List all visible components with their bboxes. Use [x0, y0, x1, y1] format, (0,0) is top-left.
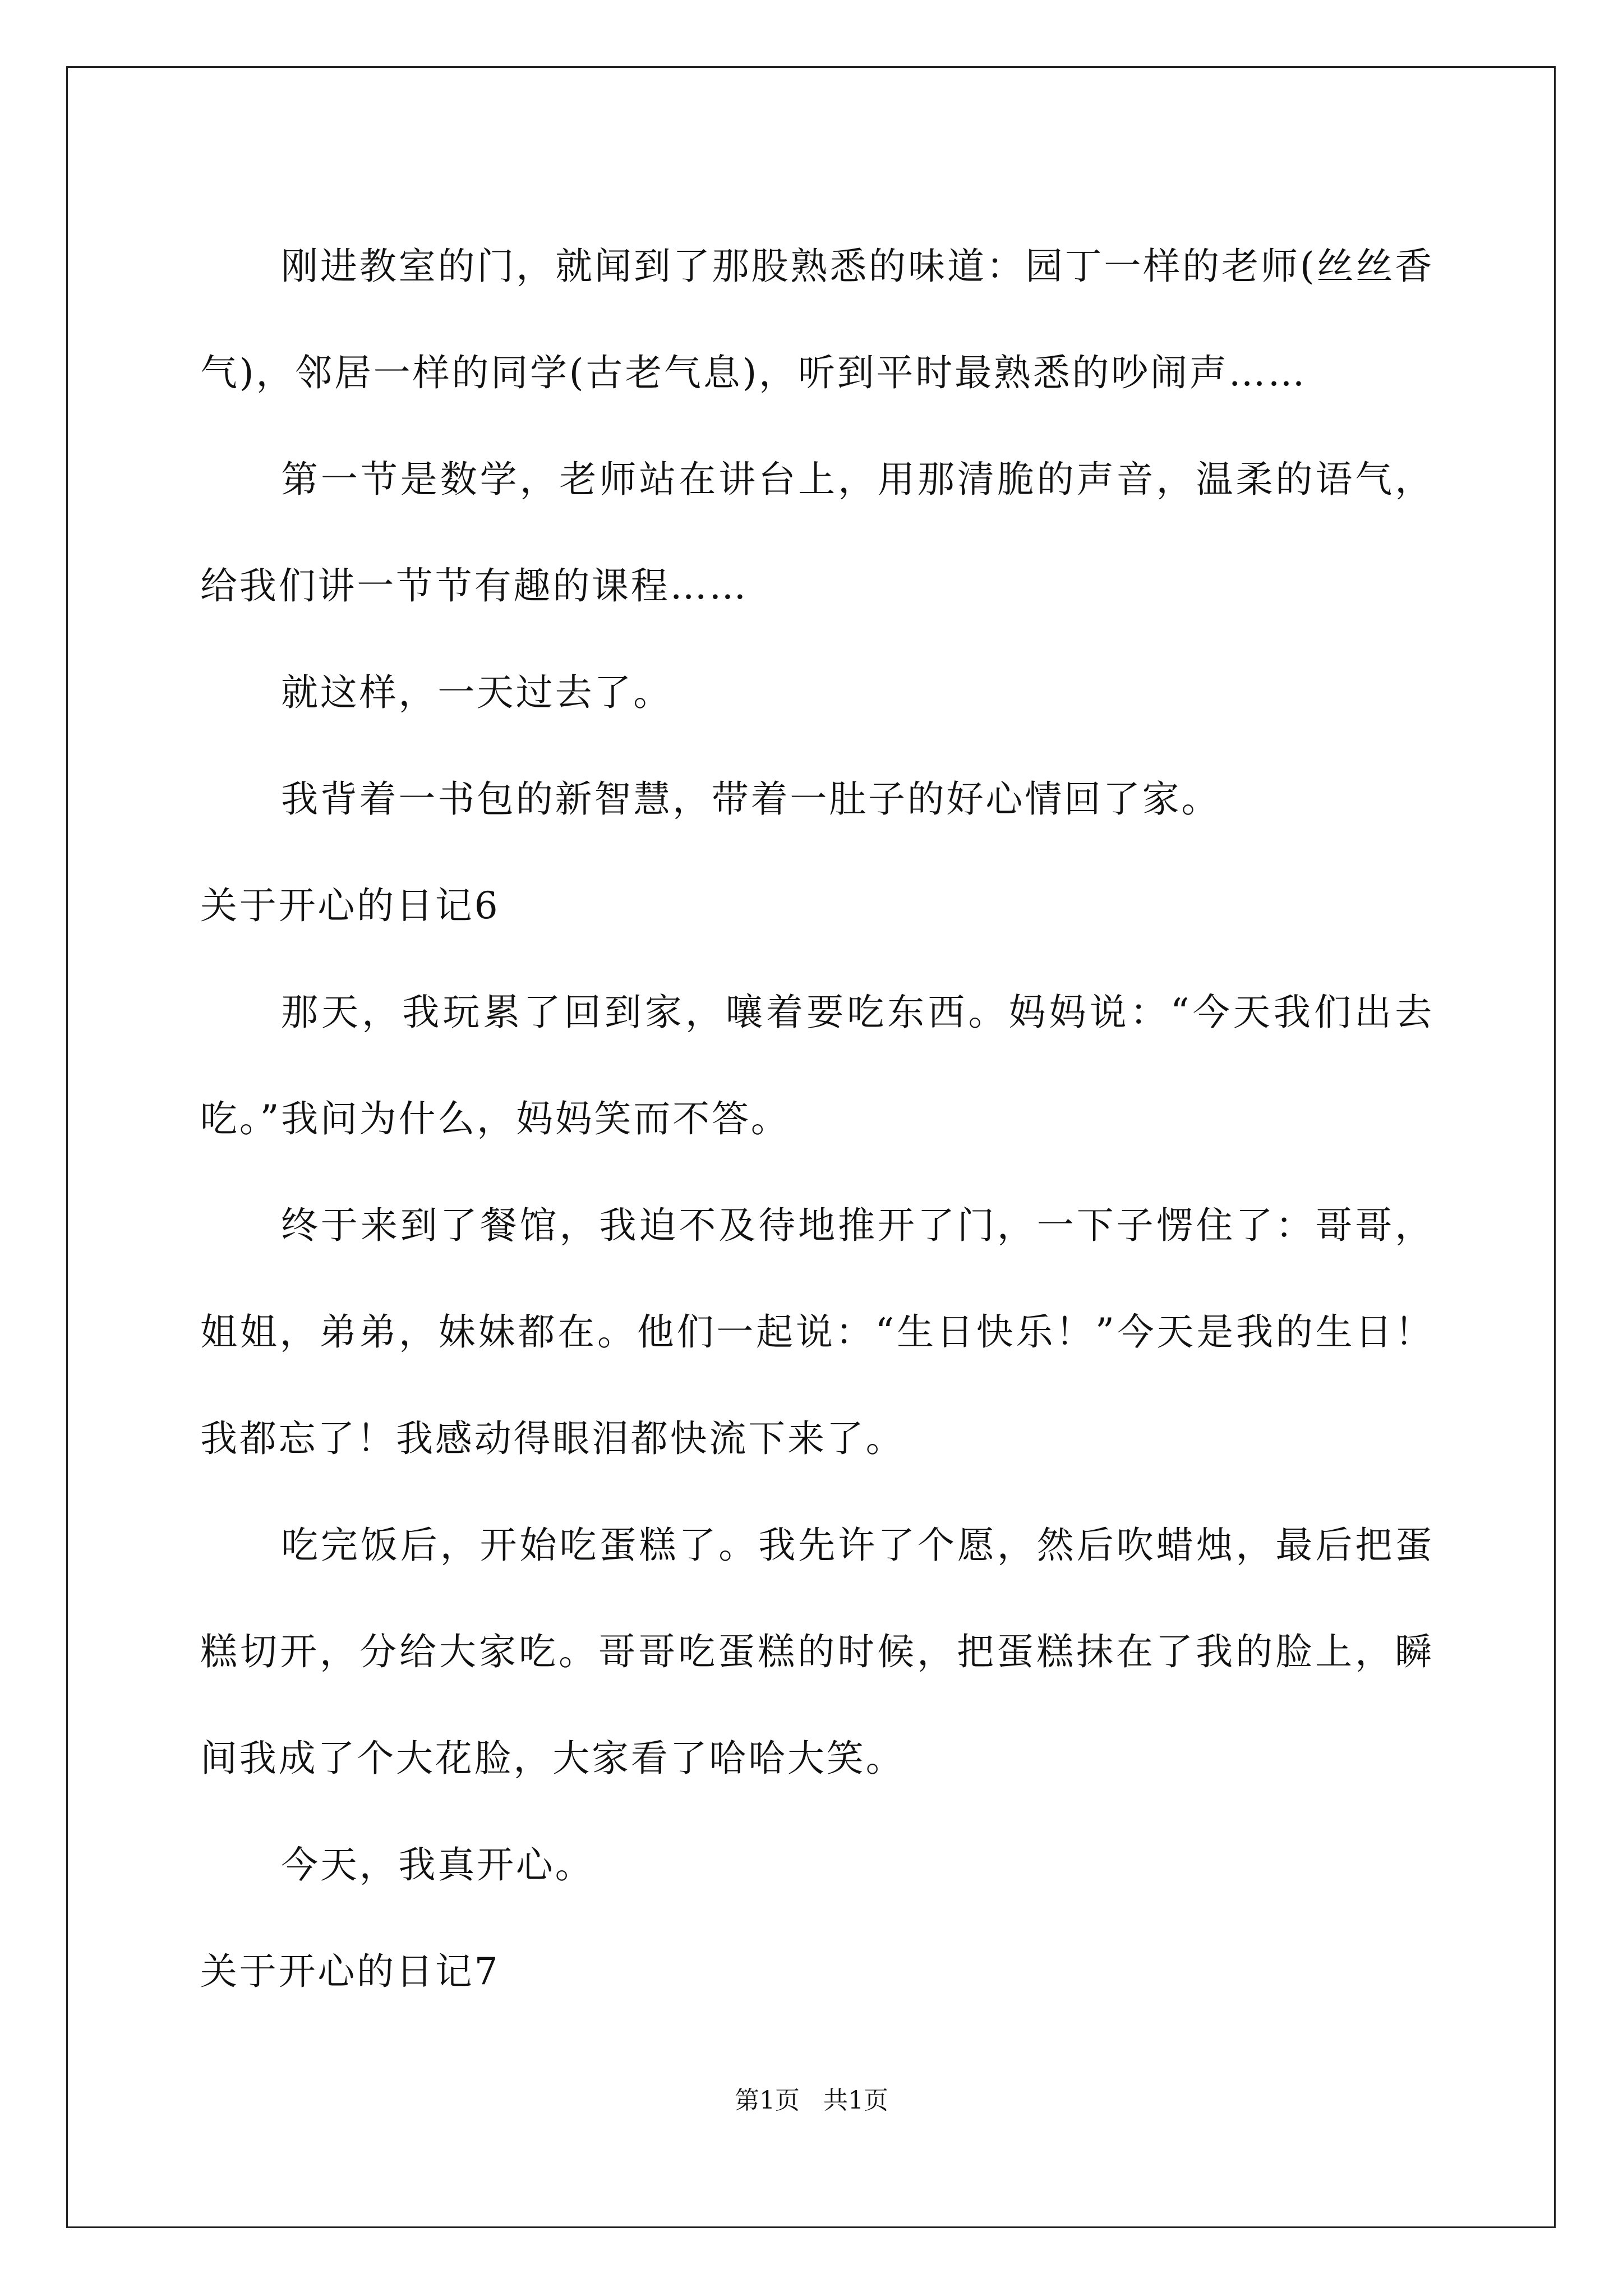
paragraph: 第一节是数学，老师站在讲台上，用那清脆的声音，温柔的语气，给我们讲一节节有趣的课程…… [200, 458, 1434, 608]
paragraph: 就这样，一天过去了。 [281, 671, 672, 714]
footer-spacer [800, 2086, 823, 2115]
document-body [200, 213, 1434, 2025]
paragraph: 我背着一书包的新智慧，带着一肚子的好心情回了家。 [281, 777, 1221, 821]
paragraph: 今天，我真开心。 [281, 1843, 594, 1887]
paragraph: 终于来到了餐馆，我迫不及待地推开了门，一下子愣住了：哥哥，姐姐，弟弟，妹妹都在。他们一起说：“生日快乐！”今天是我的生日！我都忘了！我感动得眼泪都快流下来了。 [200, 1204, 1434, 1460]
paragraph: 那天，我玩累了回到家，嚷着要吃东西。妈妈说：“今天我们出去吃。”我问为什么，妈妈笑而不答。 [200, 991, 1434, 1140]
page-number: 第1页 [735, 2086, 800, 2115]
page-footer [0, 2084, 1623, 2118]
page-total: 共1页 [823, 2086, 888, 2115]
section-heading: 关于开心的日记6 [200, 884, 500, 927]
section-heading: 关于开心的日记7 [200, 1950, 500, 1993]
paragraph: 刚进教室的门，就闻到了那股熟悉的味道：园丁一样的老师(丝丝香气)，邻居一样的同学(古老气息)，听到平时最熟悉的吵闹声…… [200, 245, 1434, 394]
paragraph: 吃完饭后，开始吃蛋糕了。我先许了个愿，然后吹蜡烛，最后把蛋糕切开，分给大家吃。哥哥吃蛋糕的时候，把蛋糕抹在了我的脸上，瞬间我成了个大花脸，大家看了哈哈大笑。 [200, 1524, 1434, 1780]
